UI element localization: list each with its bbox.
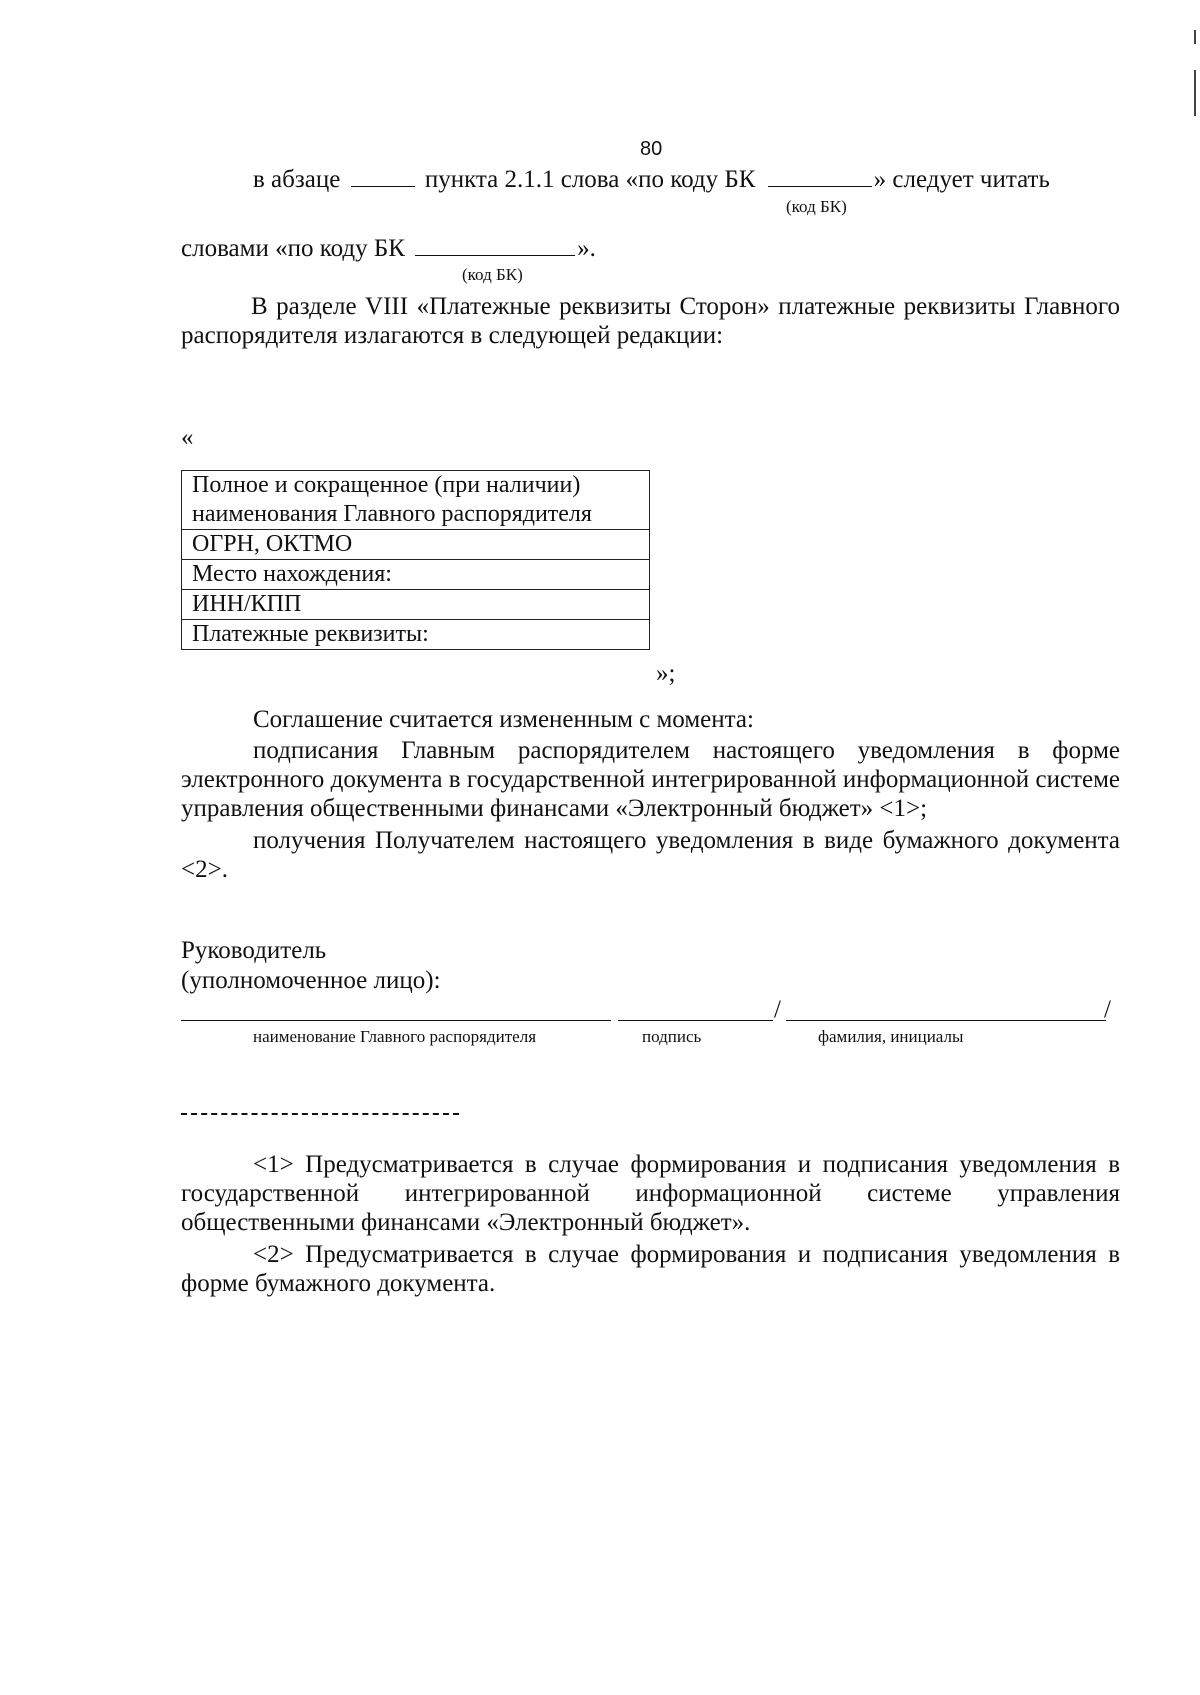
table-cell: ИНН/КПП — [182, 590, 650, 620]
table-row — [182, 560, 650, 590]
line1-middle: пункта 2.1.1 слова «по коду БК — [424, 166, 756, 193]
page-number: 80 — [640, 138, 663, 160]
amendment-line-2 — [181, 235, 596, 263]
signatory-title: Руководитель — [181, 937, 327, 964]
footnote-2: <2> Предусматривается в случае формирования и подписания уведомления в форме бумажного документа. — [181, 1241, 1120, 1297]
caption-signature: подпись — [642, 1027, 702, 1046]
table-cell: Полное и сокращенное (при наличии) наименования Главного распорядителя — [182, 471, 650, 530]
footnote-1: <1> Предусматривается в случае формирования и подписания уведомления в государственной интегрированной информационной системе управления общественными финансами «Электронный бюджет». — [181, 1151, 1120, 1236]
change-intro: Соглашение считается измененным с момента: — [253, 706, 754, 733]
table-row — [182, 530, 650, 560]
open-quote: « — [181, 424, 194, 451]
table-row — [182, 620, 650, 650]
line1-prefix: в абзаце — [253, 166, 341, 193]
signature-line — [618, 1020, 773, 1021]
bk-code-caption: (код БК) — [462, 265, 523, 284]
bk-code-caption: (код БК) — [786, 197, 847, 216]
requisites-table — [181, 470, 650, 650]
table-cell: ОГРН, ОКТМО — [182, 530, 650, 560]
paragraph-blank — [351, 166, 415, 187]
line2-suffix: ». — [577, 235, 596, 262]
change-item-1: подписания Главным распорядителем настоящего уведомления в форме электронного документа в государственной интегрированной информационной системе управления общественными финансами «Электронный бюджет» <1>; — [181, 737, 1120, 822]
org-name-line — [181, 1020, 611, 1021]
name-line — [786, 1020, 1106, 1021]
slash-separator: / — [1104, 996, 1111, 1023]
change-item-2: получения Получателем настоящего уведомления в виде бумажного документа <2>. — [181, 827, 1120, 883]
bk-code-blank — [768, 166, 872, 187]
line2-prefix: словами «по коду БК — [181, 235, 405, 262]
footnote-separator — [181, 1113, 459, 1115]
table-row — [182, 590, 650, 620]
slash-separator: / — [774, 996, 781, 1023]
section-paragraph: В разделе VIII «Платежные реквизиты Сторон» платежные реквизиты Главного распорядителя излагаются в следующей редакции: — [181, 293, 1120, 349]
caption-full-name: фамилия, инициалы — [818, 1027, 964, 1046]
caption-org-name: наименование Главного распорядителя — [253, 1027, 537, 1046]
signatory-subtitle: (уполномоченное лицо): — [181, 967, 441, 994]
table-cell: Место нахождения: — [182, 560, 650, 590]
table-row — [182, 471, 650, 530]
close-quote: »; — [656, 660, 676, 687]
amendment-line-1 — [253, 166, 1050, 194]
line1-suffix: » следует читать — [873, 166, 1050, 193]
scan-edge-mark — [1194, 30, 1196, 44]
bk-code-blank — [415, 235, 575, 256]
table-cell: Платежные реквизиты: — [182, 620, 650, 650]
scan-edge-mark — [1194, 70, 1196, 116]
